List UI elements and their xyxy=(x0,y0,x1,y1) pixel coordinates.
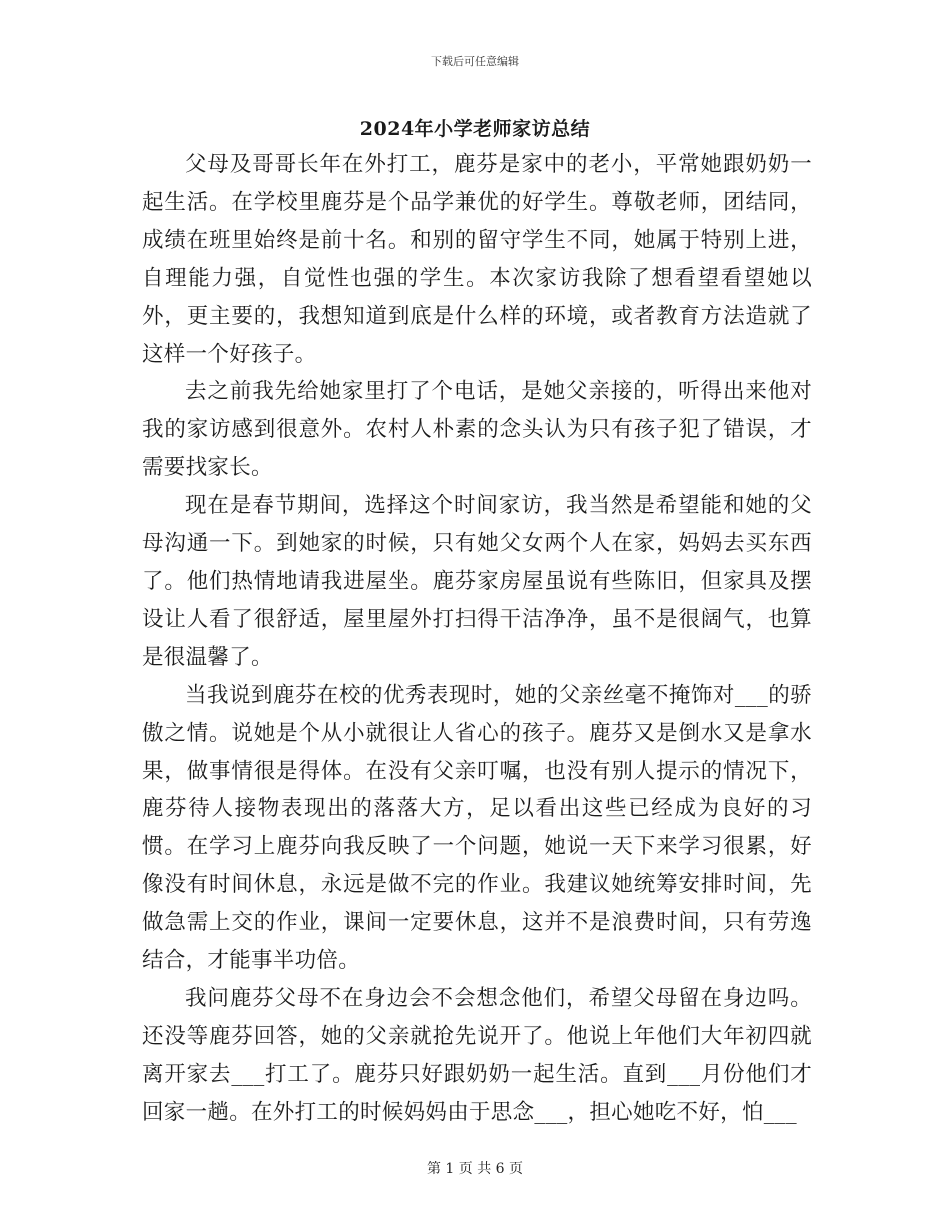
page-number: 第 1 页 共 6 页 xyxy=(426,1161,524,1177)
paragraph: 现在是春节期间，选择这个时间家访，我当然是希望能和她的父母沟通一下。到她家的时候，只有她父女两个人在家，妈妈去买东西了。他们热情地请我进屋坐。鹿芬家房屋虽说有些陈旧，但家具及摆设让人看了很舒适，屋里屋外打扫得干洁净净，虽不是很阔气，也算是很温馨了。 xyxy=(142,493,812,670)
paragraph: 当我说到鹿芬在校的优秀表现时，她的父亲丝毫不掩饰对___的骄傲之情。说她是个从小就很让人省心的孩子。鹿芬又是倒水又是拿水果，做事情很是得体。在没有父亲叮嘱，也没有别人提示的情况下，鹿芬待人接物表现出的落落大方，足以看出这些已经成为良好的习惯。在学习上鹿芬向我反映了一个问题，她说一天下来学习很累，好像没有时间休息，永远是做不完的作业。我建议她统筹安排时间，先做急需上交的作业，课间一定要休息，这并不是浪费时间，只有劳逸结合，才能事半功倍。 xyxy=(142,682,812,974)
paragraph: 我问鹿芬父母不在身边会不会想念他们，希望父母留在身边吗。还没等鹿芬回答，她的父亲就抢先说开了。他说上年他们大年初四就离开家去___打工了。鹿芬只好跟奶奶一起生活。直到___月份他们才回家一趟。在外打工的时候妈妈由于思念___，担心她吃不好，怕___ xyxy=(142,985,812,1125)
document-title: 2024年小学老师家访总结 xyxy=(359,118,591,140)
paragraph: 去之前我先给她家里打了个电话，是她父亲接的，听得出来他对我的家访感到很意外。农村人朴素的念头认为只有孩子犯了错误，才需要找家长。 xyxy=(142,379,812,481)
paragraph: 父母及哥哥长年在外打工，鹿芬是家中的老小，平常她跟奶奶一起生活。在学校里鹿芬是个品学兼优的好学生。尊敬老师，团结同，成绩在班里始终是前十名。和别的留守学生不同，她属于特别上进，自理能力强，自觉性也强的学生。本次家访我除了想看望看望她以外，更主要的，我想知道到底是什么样的环境，或者教育方法造就了这样一个好孩子。 xyxy=(142,152,812,367)
document-body xyxy=(142,146,812,1132)
header-note: 下载后可任意编辑 xyxy=(431,55,519,68)
